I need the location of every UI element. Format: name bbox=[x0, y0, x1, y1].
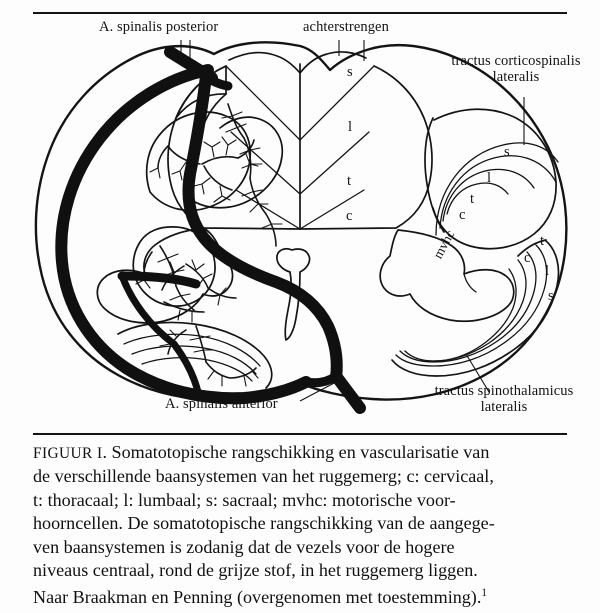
posterior-column-label-l: l bbox=[348, 119, 353, 135]
label-tractus-spinothalamicus-lateralis: tractus spinothalamicus lateralis bbox=[434, 383, 574, 416]
spinothalamic-label-t: t bbox=[540, 233, 545, 249]
label-a-spinalis-anterior: A. spinalis anterior bbox=[165, 396, 278, 412]
caption-line bbox=[33, 559, 569, 582]
rule-below-figure bbox=[33, 433, 567, 435]
spinothalamic-label-s: s bbox=[548, 288, 554, 304]
posterior-column-label-c: c bbox=[346, 208, 353, 224]
spinothalamic-label-l: l bbox=[545, 263, 550, 279]
caption-line bbox=[33, 465, 569, 488]
posterior-column-outline bbox=[229, 52, 366, 73]
caption-line bbox=[33, 489, 569, 512]
caption-text: ven baansystemen is zodanig dat de vezels voor de hogere bbox=[33, 536, 455, 557]
caption-text: t: thoracaal; l: lumbaal; s: sacraal; mvhc: motorische voor- bbox=[33, 489, 456, 510]
label-achterstrengen: achterstrengen bbox=[303, 19, 389, 35]
label-a-spinalis-posterior: A. spinalis posterior bbox=[99, 19, 219, 35]
caption-text: niveaus centraal, rond de grijze stof, in het ruggemerg liggen. bbox=[33, 560, 478, 581]
caption-label: FIGUUR I bbox=[33, 445, 103, 462]
caption-text: . Somatotopische rangschikking en vascularisatie van bbox=[102, 442, 490, 462]
footnote-marker: 1 bbox=[481, 587, 487, 600]
corticospinal-label-t: t bbox=[470, 191, 475, 207]
figure-caption bbox=[33, 441, 569, 610]
posterior-column-label-t: t bbox=[347, 173, 352, 189]
label-tractus-corticospinalis-lateralis: tractus corticospinalis lateralis bbox=[451, 53, 581, 86]
spinothalamic-label-c: c bbox=[524, 250, 531, 266]
arteries bbox=[61, 52, 360, 408]
caption-text: Naar Braakman en Penning (overgenomen met toestemming). bbox=[33, 587, 482, 608]
leader-lines bbox=[181, 40, 524, 401]
corticospinal-label-s: s bbox=[504, 144, 510, 160]
caption-text: hoorncellen. De somatotopische rangschikking van de aangege- bbox=[33, 513, 495, 534]
posterior-column-label-s: s bbox=[347, 64, 353, 80]
caption-line bbox=[33, 582, 569, 609]
caption-line bbox=[33, 441, 569, 465]
corticospinal-label-l: l bbox=[487, 170, 492, 186]
motor-horn-cells-label: mvhc bbox=[430, 227, 458, 262]
corticospinal-label-c: c bbox=[459, 207, 466, 223]
caption-text: de verschillende baansystemen van het ruggemerg; c: cervicaal, bbox=[33, 466, 494, 487]
spinothalamic-tract bbox=[392, 240, 559, 376]
caption-line bbox=[33, 536, 569, 559]
caption-line bbox=[33, 512, 569, 535]
cord-outline bbox=[36, 42, 566, 399]
